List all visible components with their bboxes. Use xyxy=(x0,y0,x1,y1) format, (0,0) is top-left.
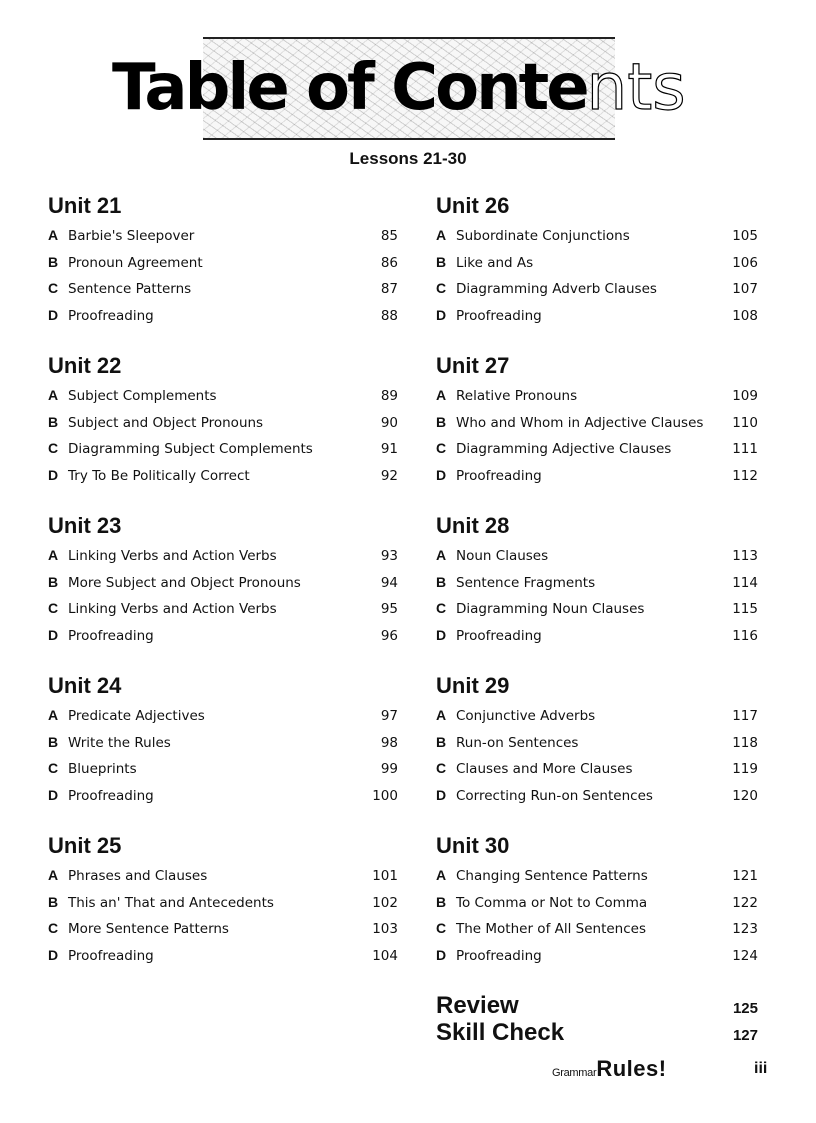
lesson-row xyxy=(48,782,398,809)
unit-block xyxy=(436,192,762,329)
lesson-letter: A xyxy=(436,387,447,403)
unit-block xyxy=(48,352,400,489)
lesson-title: Diagramming Adjective Clauses xyxy=(456,441,672,458)
unit-block xyxy=(436,512,762,649)
lesson-title: Predicate Adjectives xyxy=(68,708,205,724)
footer-brand-big: Rules! xyxy=(596,1056,667,1081)
lesson-row xyxy=(436,622,758,649)
lesson-page: 89 xyxy=(380,388,398,404)
lesson-title: Linking Verbs and Action Verbs xyxy=(68,548,277,564)
lesson-page: 116 xyxy=(732,628,758,645)
skill-check-page: 127 xyxy=(732,1027,758,1044)
lesson-title: Proofreading xyxy=(456,468,542,485)
lesson-page: 102 xyxy=(372,894,398,911)
unit-block xyxy=(436,832,762,969)
lesson-row xyxy=(436,569,758,596)
lesson-letter: A xyxy=(436,867,447,883)
lesson-letter: B xyxy=(436,573,447,590)
lesson-row xyxy=(436,915,758,942)
lesson-letter: D xyxy=(436,787,447,804)
lesson-title: More Sentence Patterns xyxy=(68,921,229,938)
lesson-row xyxy=(48,702,398,729)
lesson-title: Changing Sentence Patterns xyxy=(456,868,648,884)
lesson-page: 107 xyxy=(732,281,758,298)
lesson-title: Blueprints xyxy=(68,761,137,778)
lesson-letter: C xyxy=(436,280,447,297)
review-entry xyxy=(436,992,758,1020)
lesson-letter: C xyxy=(436,760,447,777)
unit-block xyxy=(436,672,762,809)
review-label: Review xyxy=(436,992,519,1019)
lesson-row xyxy=(48,302,398,329)
lesson-letter: C xyxy=(48,760,59,777)
lesson-row xyxy=(436,409,758,436)
lesson-title: Proofreading xyxy=(68,628,154,645)
lesson-row xyxy=(436,435,758,462)
lesson-page: 120 xyxy=(732,788,758,805)
lesson-row xyxy=(436,862,758,889)
skill-check-label: Skill Check xyxy=(436,1019,565,1046)
lesson-page: 86 xyxy=(380,254,398,271)
lesson-title: Subject and Object Pronouns xyxy=(68,414,264,431)
unit-title: Unit 23 xyxy=(48,513,122,538)
page-title-faded: nts xyxy=(586,51,686,125)
lesson-letter: B xyxy=(48,413,59,430)
lesson-page: 123 xyxy=(732,921,758,938)
lesson-letter: D xyxy=(48,947,59,964)
lesson-page: 100 xyxy=(372,788,398,805)
footer-brand-logo xyxy=(552,1056,667,1082)
lesson-row xyxy=(48,862,398,889)
lesson-page: 104 xyxy=(372,948,398,965)
lesson-page: 119 xyxy=(732,761,758,778)
lesson-page: 124 xyxy=(732,948,758,965)
page-subtitle: Lessons 21-30 xyxy=(349,149,467,168)
lesson-page: 103 xyxy=(372,921,398,938)
lesson-letter: D xyxy=(436,947,447,964)
lesson-letter: A xyxy=(48,227,59,243)
unit-title: Unit 24 xyxy=(48,673,122,698)
lesson-letter: C xyxy=(48,920,59,937)
lesson-title: Proofreading xyxy=(456,628,542,645)
lesson-row xyxy=(436,462,758,489)
lesson-row xyxy=(436,595,758,622)
lesson-page: 113 xyxy=(732,548,758,564)
lesson-letter: B xyxy=(48,253,59,270)
lesson-page: 112 xyxy=(732,468,758,485)
lesson-letter: C xyxy=(48,280,59,297)
lesson-row xyxy=(48,249,398,276)
lesson-page: 99 xyxy=(380,761,398,778)
lesson-title: To Comma or Not to Comma xyxy=(456,894,648,911)
lesson-letter: A xyxy=(48,867,59,883)
lesson-title: Barbie's Sleepover xyxy=(68,228,195,244)
lesson-page: 117 xyxy=(732,708,758,724)
lesson-page: 105 xyxy=(732,228,758,244)
lesson-row xyxy=(48,622,398,649)
lesson-row xyxy=(436,889,758,916)
lesson-page: 98 xyxy=(380,734,398,751)
lesson-row xyxy=(436,755,758,782)
lesson-letter: C xyxy=(436,920,447,937)
review-page: 125 xyxy=(732,1000,758,1017)
lesson-row xyxy=(48,462,398,489)
lesson-page: 95 xyxy=(380,601,398,618)
lesson-title: Linking Verbs and Action Verbs xyxy=(68,601,277,618)
lesson-row xyxy=(436,702,758,729)
lesson-row xyxy=(436,275,758,302)
lesson-title: Proofreading xyxy=(68,788,154,805)
lesson-title: Run-on Sentences xyxy=(456,734,579,751)
lesson-letter: B xyxy=(436,893,447,910)
lesson-row xyxy=(436,302,758,329)
lesson-letter: D xyxy=(436,627,447,644)
lesson-title: Subject Complements xyxy=(68,388,217,404)
lesson-title: Write the Rules xyxy=(68,734,171,751)
lesson-letter: D xyxy=(436,467,447,484)
lesson-letter: A xyxy=(436,547,447,563)
lesson-title: Proofreading xyxy=(68,308,154,325)
lesson-letter: B xyxy=(48,573,59,590)
page-number: iii xyxy=(754,1060,768,1077)
page-title-main: Table of Conte xyxy=(112,51,587,125)
lesson-page: 114 xyxy=(732,574,758,591)
lesson-row xyxy=(48,222,398,249)
lesson-page: 94 xyxy=(380,574,398,591)
lesson-row xyxy=(48,409,398,436)
unit-block xyxy=(48,672,400,809)
lesson-row xyxy=(48,435,398,462)
lesson-title: Proofreading xyxy=(456,948,542,965)
lesson-letter: A xyxy=(48,707,59,723)
lesson-title: The Mother of All Sentences xyxy=(456,921,646,938)
lesson-row xyxy=(436,542,758,569)
lesson-page: 93 xyxy=(380,548,398,564)
lesson-title: Pronoun Agreement xyxy=(68,254,203,271)
lesson-row xyxy=(436,382,758,409)
lesson-row xyxy=(48,729,398,756)
unit-title: Unit 25 xyxy=(48,833,122,858)
lesson-row xyxy=(48,915,398,942)
lesson-letter: B xyxy=(48,893,59,910)
lesson-title: More Subject and Object Pronouns xyxy=(68,574,301,591)
skill-check-entry xyxy=(436,1019,758,1047)
lesson-title: Diagramming Noun Clauses xyxy=(456,601,645,618)
lesson-page: 90 xyxy=(380,414,398,431)
lesson-letter: D xyxy=(436,307,447,324)
unit-block xyxy=(48,192,400,329)
unit-title: Unit 28 xyxy=(436,513,510,538)
lesson-page: 92 xyxy=(380,468,398,485)
lesson-title: Correcting Run-on Sentences xyxy=(456,788,653,805)
lesson-row xyxy=(436,782,758,809)
lesson-page: 115 xyxy=(732,601,758,618)
lesson-page: 87 xyxy=(380,281,398,298)
lesson-letter: A xyxy=(48,547,59,563)
lesson-title: Like and As xyxy=(456,254,534,271)
lesson-letter: A xyxy=(436,227,447,243)
lesson-page: 97 xyxy=(380,708,398,724)
lesson-title: Conjunctive Adverbs xyxy=(456,708,596,724)
lesson-page: 109 xyxy=(732,388,758,404)
lesson-row xyxy=(48,595,398,622)
lesson-letter: B xyxy=(48,733,59,750)
lesson-letter: C xyxy=(48,600,59,617)
unit-block xyxy=(436,352,762,489)
lesson-title: Proofreading xyxy=(456,308,542,325)
lesson-letter: B xyxy=(436,733,447,750)
lesson-page: 91 xyxy=(380,441,398,458)
lesson-letter: C xyxy=(436,440,447,457)
lesson-row xyxy=(436,222,758,249)
unit-title: Unit 30 xyxy=(436,833,510,858)
lesson-page: 106 xyxy=(732,254,758,271)
lesson-letter: D xyxy=(48,467,59,484)
unit-title: Unit 27 xyxy=(436,353,510,378)
unit-block xyxy=(48,512,400,649)
lesson-title: Clauses and More Clauses xyxy=(456,761,633,778)
lesson-title: Relative Pronouns xyxy=(456,388,578,404)
lesson-row xyxy=(48,889,398,916)
unit-title: Unit 21 xyxy=(48,193,122,218)
lesson-page: 101 xyxy=(372,868,398,884)
lesson-page: 121 xyxy=(732,868,758,884)
unit-block xyxy=(48,832,400,969)
lesson-letter: D xyxy=(48,627,59,644)
lesson-row xyxy=(436,729,758,756)
lesson-letter: B xyxy=(436,413,447,430)
lesson-page: 122 xyxy=(732,894,758,911)
lesson-letter: A xyxy=(48,387,59,403)
lesson-row xyxy=(48,382,398,409)
lesson-title: This an' That and Antecedents xyxy=(68,894,274,911)
lesson-page: 88 xyxy=(380,308,398,325)
footer-brand-small: Grammar xyxy=(552,1067,597,1079)
lesson-page: 110 xyxy=(732,414,758,431)
lesson-letter: A xyxy=(436,707,447,723)
lesson-row xyxy=(48,942,398,969)
lesson-page: 111 xyxy=(732,441,758,458)
unit-title: Unit 22 xyxy=(48,353,122,378)
lesson-row xyxy=(436,249,758,276)
lesson-title: Who and Whom in Adjective Clauses xyxy=(456,414,704,431)
lesson-row xyxy=(48,275,398,302)
lesson-title: Phrases and Clauses xyxy=(68,868,208,884)
lesson-row xyxy=(436,942,758,969)
unit-title: Unit 29 xyxy=(436,673,510,698)
lesson-title: Sentence Fragments xyxy=(456,574,596,591)
lesson-row xyxy=(48,569,398,596)
lesson-letter: D xyxy=(48,787,59,804)
lesson-page: 85 xyxy=(380,228,398,244)
lesson-title: Diagramming Subject Complements xyxy=(68,441,313,458)
title-rule-bottom xyxy=(203,138,615,140)
lesson-page: 96 xyxy=(380,628,398,645)
lesson-letter: D xyxy=(48,307,59,324)
lesson-row xyxy=(48,755,398,782)
lesson-letter: C xyxy=(48,440,59,457)
lesson-title: Try To Be Politically Correct xyxy=(68,468,250,485)
lesson-page: 108 xyxy=(732,308,758,325)
lesson-row xyxy=(48,542,398,569)
lesson-page: 118 xyxy=(732,734,758,751)
unit-title: Unit 26 xyxy=(436,193,510,218)
lesson-title: Sentence Patterns xyxy=(68,281,192,298)
page-title xyxy=(112,48,722,128)
lesson-letter: C xyxy=(436,600,447,617)
lesson-title: Subordinate Conjunctions xyxy=(456,228,630,244)
lesson-title: Proofreading xyxy=(68,948,154,965)
lesson-letter: B xyxy=(436,253,447,270)
title-rule-top xyxy=(203,37,615,39)
lesson-title: Diagramming Adverb Clauses xyxy=(456,281,657,298)
lesson-title: Noun Clauses xyxy=(456,548,549,564)
